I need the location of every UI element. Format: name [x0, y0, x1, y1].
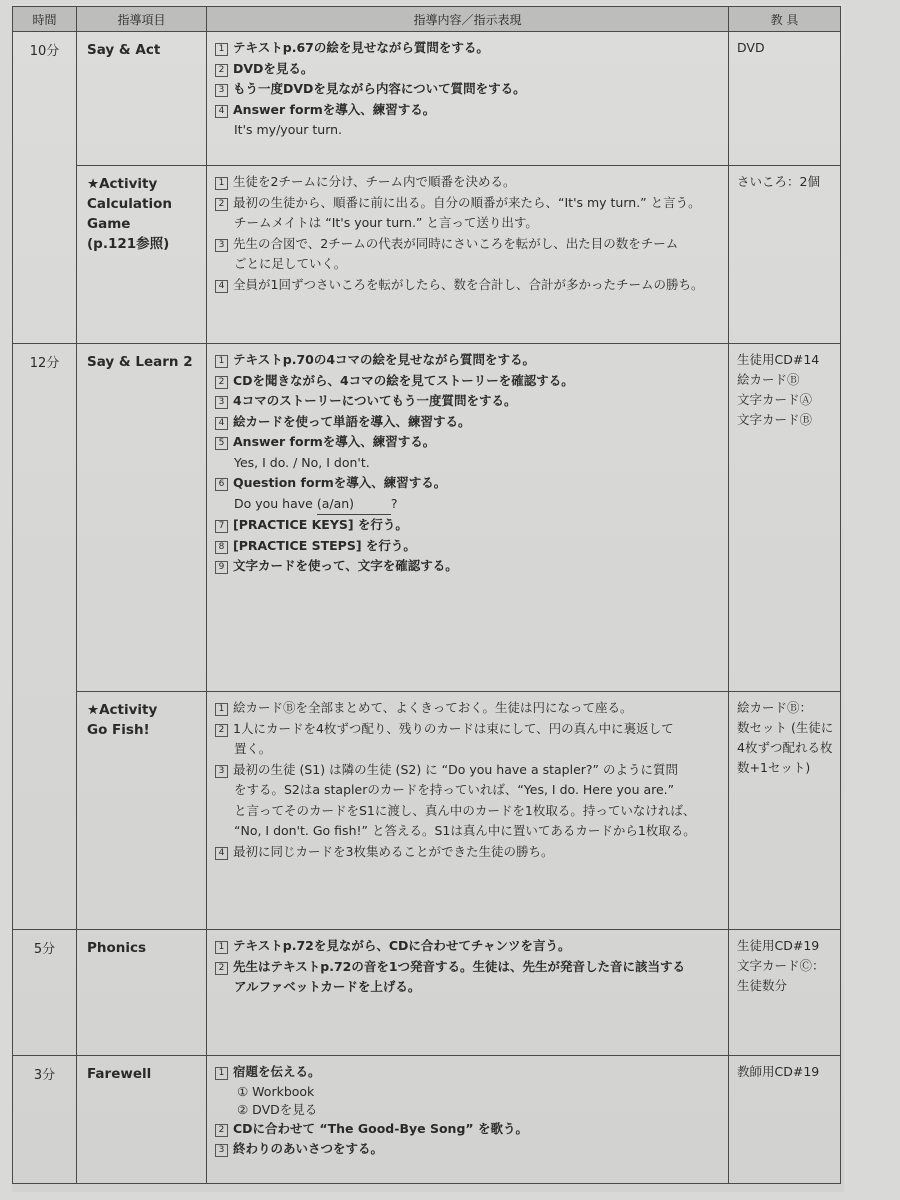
time-cell: 10分 — [13, 32, 77, 344]
step-number-icon: 3 — [215, 239, 228, 252]
header-row — [13, 7, 841, 32]
item-cell: Farewell — [77, 1056, 207, 1184]
step-number-icon: 1 — [215, 355, 228, 368]
header-time: 時間 — [13, 7, 77, 32]
step-number-icon: 1 — [215, 43, 228, 56]
lesson-plan-table — [12, 6, 841, 1184]
step-number-icon: 1 — [215, 703, 228, 716]
tools-cell: さいころ：2個 — [729, 166, 841, 344]
step-number-icon: 3 — [215, 765, 228, 778]
content-cell: 1 テキストp.70の4コマの絵を見せながら質問をする。 2 CDを聞きながら、4コマの絵を見てストーリーを確認する。 3 4コマのストーリーについてもう一度質問をする。 4 絵カードを使って単語を導入、練習する。 5 Answer formを導入、練習する。 Yes, I do. / No, I don't. 6 Question formを導入、練習する。 Do you have (a/an) ? 7 [PRACTICE KEYS] を行う。 8 [PRACTICE STEPS] を行う。 9 文字カードを使って、文字を確認する。 — [207, 344, 729, 692]
table-row — [13, 1056, 841, 1184]
content-cell — [207, 32, 729, 166]
step-number-icon: 5 — [215, 437, 228, 450]
example-expression: Yes, I do. / No, I don't. — [234, 454, 370, 470]
content-cell: 1 生徒を2チームに分け、チーム内で順番を決める。 2 最初の生徒から、順番に前に出る。自分の順番が来たら、“It's my turn.” と言う。 チームメイトは “It's your turn.” と言って送り出す。 3 先生の合図で、2チームの代表が同時にさいころを転がし、出た目の数をチーム ごとに足していく。 4 全員が1回ずつさいころを転がしたら、数を合計し、合計が多かったチームの勝ち。 — [207, 166, 729, 344]
step-number-icon: 1 — [215, 941, 228, 954]
header-item: 指導項目 — [77, 7, 207, 32]
table-row — [13, 930, 841, 1056]
example-expression: Do you have (a/an) ? — [215, 494, 728, 516]
item-cell: ★Activity Calculation Game (p.121参照) — [77, 166, 207, 344]
time-cell: 5分 — [13, 930, 77, 1056]
example-expression: It's my/your turn. — [234, 122, 343, 137]
table-row — [13, 692, 841, 930]
step-number-icon: 8 — [215, 541, 228, 554]
tools-cell: 生徒用CD#19 文字カードⒸ： 生徒数分 — [729, 930, 841, 1056]
tools-cell: DVD — [729, 32, 841, 166]
step-number-icon: 2 — [215, 724, 228, 737]
table-row — [13, 344, 841, 692]
step-number-icon: 2 — [215, 376, 228, 389]
step: 4 Answer formを導入、練習する。 — [215, 100, 728, 121]
step-number-icon: 2 — [215, 962, 228, 975]
content-cell: 1 絵カードⒷを全部まとめて、よくきっておく。生徒は円になって座る。 2 1人にカードを4枚ずつ配り、残りのカードは束にして、円の真ん中に裏返して 置く。 3 最初の生徒 (S1) は隣の生徒 (S2) に “Do you have a stapler?” のように質問 をする。S2はa staplerのカードを持っていれば、“Yes, I do. Here you are.” と言ってそのカードをS1に渡し、真ん中のカードを1枚取る。持っていなければ、 “No, I don't. Go fish!” と答える。S1は真ん中に置いてあるカードから1枚取る。 4 最初に同じカードを3枚集めることができた生徒の勝ち。 — [207, 692, 729, 930]
fill-in-blank: (a/an) — [317, 494, 391, 516]
step-number-icon: 6 — [215, 478, 228, 491]
tools-cell: 生徒用CD#14 絵カードⒷ 文字カードⒶ 文字カードⒷ — [729, 344, 841, 692]
item-cell: Say & Learn 2 — [77, 344, 207, 692]
step-number-icon: 2 — [215, 1124, 228, 1137]
step-number-icon: 7 — [215, 520, 228, 533]
header-content: 指導内容／指示表現 — [207, 7, 729, 32]
step-number-icon: 3 — [215, 1144, 228, 1157]
item-cell: Say & Act — [77, 32, 207, 166]
step-number-icon: 4 — [215, 417, 228, 430]
step-number-icon: 3 — [215, 84, 228, 97]
item-cell: ★Activity Go Fish! — [77, 692, 207, 930]
step-number-icon: 4 — [215, 105, 228, 118]
content-cell: 1 宿題を伝える。 ① Workbook ② DVDを見る 2 CDに合わせて “The Good-Bye Song” を歌う。 3 終わりのあいさつをする。 — [207, 1056, 729, 1184]
step: 2 DVDを見る。 — [215, 59, 728, 80]
time-cell: 12分 — [13, 344, 77, 930]
tools-cell: 絵カードⒷ： 数セット (生徒に 4枚ずつ配れる枚 数+1セット) — [729, 692, 841, 930]
item-cell: Phonics — [77, 930, 207, 1056]
step-number-icon: 1 — [215, 1067, 228, 1080]
step-number-icon: 2 — [215, 64, 228, 77]
content-cell: 1 テキストp.72を見ながら、CDに合わせてチャンツを言う。 2 先生はテキストp.72の音を1つ発音する。生徒は、先生が発音した音に該当する アルファベットカードを上げる。 — [207, 930, 729, 1056]
step-number-icon: 4 — [215, 847, 228, 860]
tools-cell: 教師用CD#19 — [729, 1056, 841, 1184]
step: 3 もう一度DVDを見ながら内容について質問をする。 — [215, 79, 728, 100]
table-row — [13, 166, 841, 344]
step-number-icon: 1 — [215, 177, 228, 190]
table-row — [13, 32, 841, 166]
step-number-icon: 4 — [215, 280, 228, 293]
step-number-icon: 2 — [215, 198, 228, 211]
step-number-icon: 3 — [215, 396, 228, 409]
step: 1 テキストp.67の絵を見せながら質問をする。 — [215, 38, 728, 59]
header-tools: 教 具 — [729, 7, 841, 32]
step-number-icon: 9 — [215, 561, 228, 574]
time-cell: 3分 — [13, 1056, 77, 1184]
